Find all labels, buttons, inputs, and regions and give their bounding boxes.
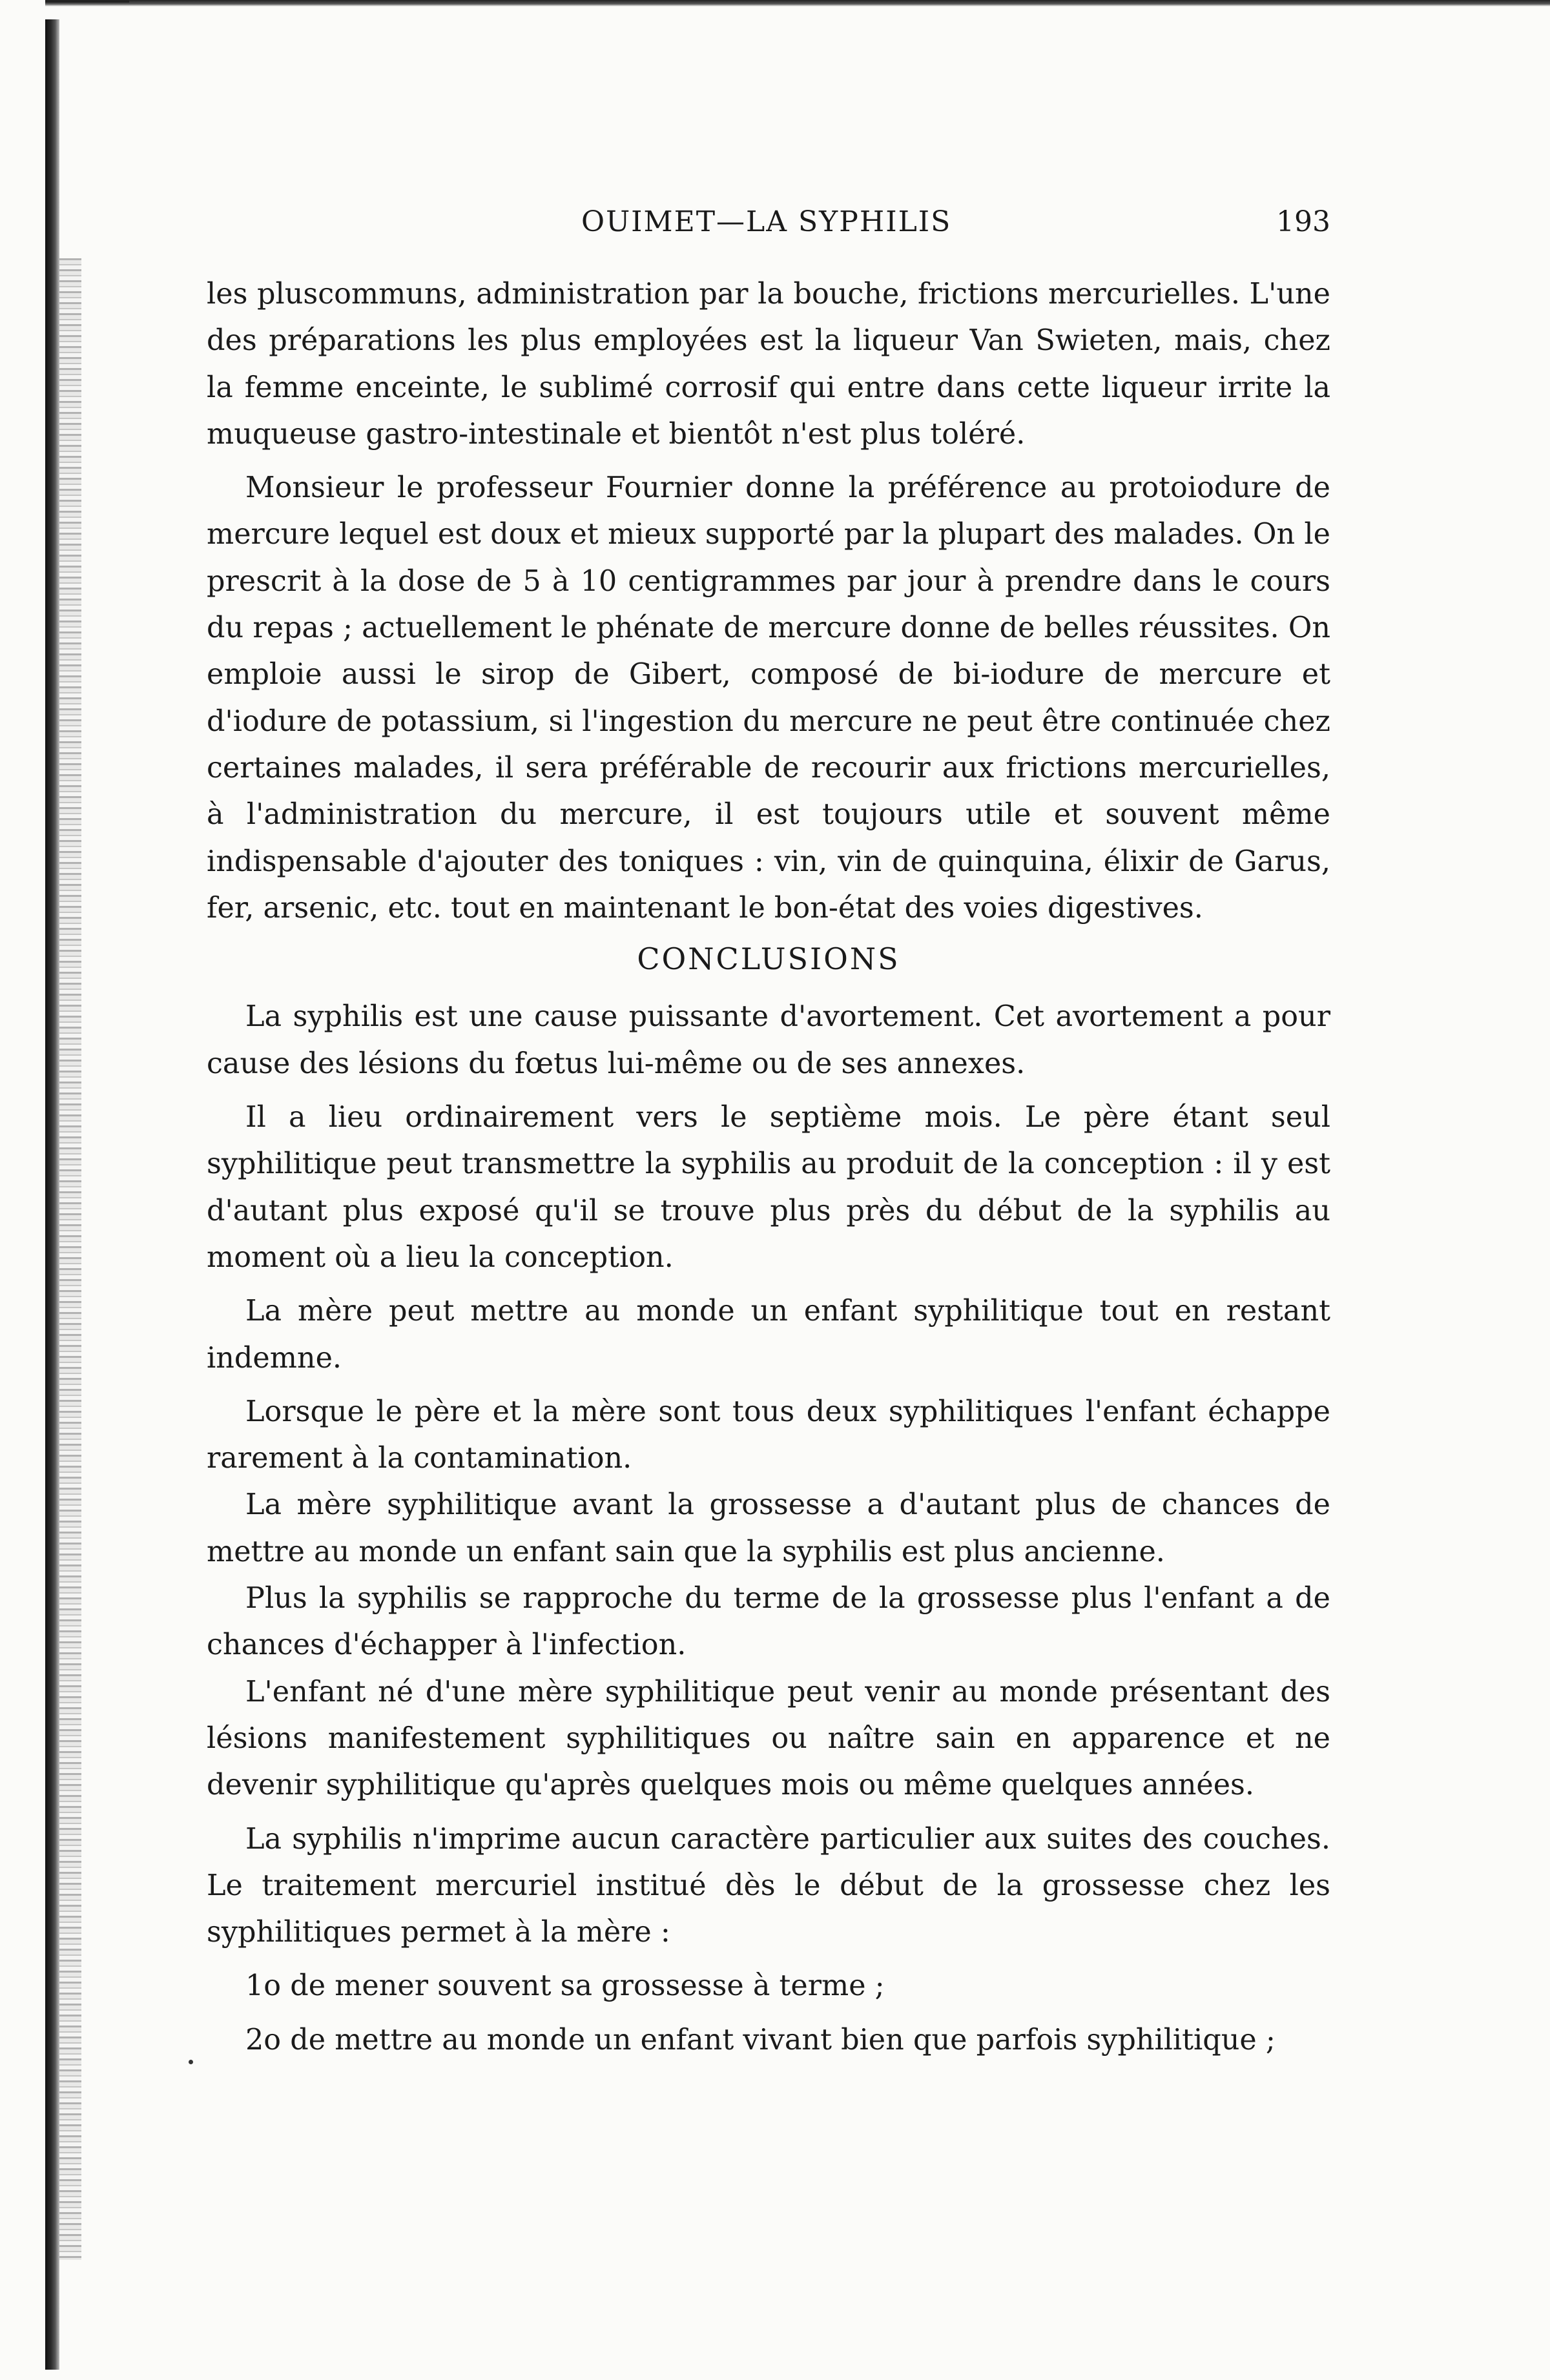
scan-corner-mark xyxy=(45,0,129,21)
conclusion-paragraph: La mère syphilitique avant la grossesse a d'autant plus de chances de mettre au monde un enfant sain que la syphilis est plus ancienne. xyxy=(207,1488,1330,1568)
paragraph: les pluscommuns, administration par la bouche, frictions mercurielles. L'une des préparations les plus employées est la liqueur Van Swieten, mais, chez la femme enceinte, le sublimé corrosif qui entre dans cette liqueur irrite la muqueuse gastro-intestinale et bientôt n'est plus toléré. xyxy=(207,278,1330,451)
list-item: 1o de mener souvent sa grossesse à terme ; xyxy=(245,1969,885,2003)
conclusion-paragraph: Plus la syphilis se rapproche du terme de la grossesse plus l'enfant a de chances d'échapper à l'infection. xyxy=(207,1582,1330,1662)
section-heading: CONCLUSIONS xyxy=(637,941,900,977)
list-item: 2o de mettre au monde un enfant vivant bien que parfois syphilitique ; xyxy=(245,2023,1276,2057)
conclusion-paragraph: La mère peut mettre au monde un enfant syphilitique tout en restant indemne. xyxy=(207,1295,1330,1375)
binding-edge xyxy=(45,19,59,2370)
scan-top-edge xyxy=(45,0,1550,6)
conclusion-paragraph: La syphilis n'imprime aucun caractère particulier aux suites des couches. Le traitement mercuriel institué dès le début de la grossesse chez les syphilitiques permet à la mère : xyxy=(207,1822,1330,1949)
running-head xyxy=(207,205,1330,244)
binding-shadow xyxy=(59,258,81,2260)
running-title: OUIMET—LA SYPHILIS xyxy=(581,205,952,238)
body-text xyxy=(207,271,1330,2064)
conclusion-paragraph: L'enfant né d'une mère syphilitique peut venir au monde présentant des lésions manifestement syphilitiques ou naître sain en apparence et ne devenir syphilitique qu'après quelques mois ou même quelques années. xyxy=(207,1675,1330,1802)
page-number: 193 xyxy=(1276,205,1330,238)
conclusion-paragraph: La syphilis est une cause puissante d'avortement. Cet avortement a pour cause des lésions du fœtus lui-même ou de ses annexes. xyxy=(207,1000,1330,1080)
paragraph: Monsieur le professeur Fournier donne la préférence au protoiodure de mercure lequel est doux et mieux supporté par la plupart des malades. On le prescrit à la dose de 5 à 10 centigrammes par jour à prendre dans le cours du repas ; actuellement le phénate de mercure donne de belles réussites. On emploie aussi le sirop de Gibert, composé de bi-iodure de mercure et d'iodure de potassium, si l'ingestion du mercure ne peut être continuée chez certaines malades, il sera préférable de recourir aux frictions mercurielles, à l'administration du mercure, il est toujours utile et souvent même indispensable d'ajouter des toniques : vin, vin de quinquina, élixir de Garus, fer, arsenic, etc. tout en maintenant le bon-état des voies digestives. xyxy=(207,471,1330,925)
ink-speck xyxy=(189,2060,193,2064)
conclusion-paragraph: Il a lieu ordinairement vers le septième mois. Le père étant seul syphilitique peut transmettre la syphilis au produit de la conception : il y est d'autant plus exposé qu'il se trouve plus près du début de la syphilis au moment où a lieu la conception. xyxy=(207,1101,1330,1274)
conclusion-paragraph: Lorsque le père et la mère sont tous deux syphilitiques l'enfant échappe rarement à la contamination. xyxy=(207,1395,1330,1475)
